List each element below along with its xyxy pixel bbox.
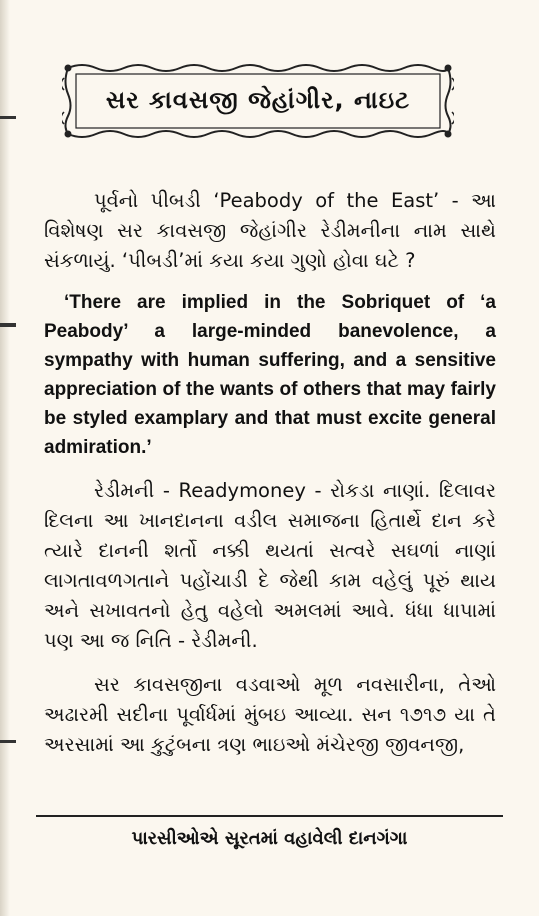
chapter-title: સર કાવસજી જેહાંગીર, નાઇટ xyxy=(105,86,411,114)
title-frame xyxy=(62,60,454,142)
binding-mark xyxy=(0,323,16,327)
paragraph: પૂર્વનો પીબડી ‘Peabody of the East’ - આ વિશેષણ સર કાવસજી જેહાંગીર રેડીમનીના નામ સાથે સંકળાયું. ‘પીબડી’માં કયા કયા ગુણો હોવા ઘટે ? xyxy=(44,189,496,272)
body-text xyxy=(44,186,496,760)
paragraph: રેડીમની - Readymoney - રોકડા નાણાં. દિલાવર દિલના આ ખાનદાનના વડીલ સમાજના હિતાર્થે દાન કરે ત્યારે દાનની શર્તો નક્કી થયતાં સત્વરે સઘળાં નાણાં લાગતાવળગતાને પહોંચાડી દે જેથી કામ વહેલું પૂરું થાય અને સખાવતનો હેતુ વહેલો અમલમાં આવે. ધંધા ધાપામાં પણ આ જ નિતિ - રેડીમની. xyxy=(44,479,496,652)
binding-mark xyxy=(0,740,16,743)
running-footer-title: પારસીઓએ સૂરતમાં વહાવેલી દાનગંગા xyxy=(131,828,408,849)
paragraph: સર કાવસજીના વડવાઓ મૂળ નવસારીના, તેઓ અઢારમી સદીના પૂર્વાર્ધમાં મુંબઇ આવ્યા. સન ૧૭૧૭ યા તે અરસામાં આ કુટુંબના ત્રણ ભાઇઓ મંચેરજી જીવનજી, xyxy=(44,673,496,756)
binding-mark xyxy=(0,116,16,119)
page-edge-shadow xyxy=(0,0,10,916)
footer-divider xyxy=(36,815,503,817)
quote-paragraph: ‘There are implied in the Sobriquet of ‘a Peabody’ a large-minded banevolence, a sympathy with human suffering, and a sensitive appreciation of the wants of others that may fairly be styled examplary and that must excite general admiration.’ xyxy=(44,292,496,458)
